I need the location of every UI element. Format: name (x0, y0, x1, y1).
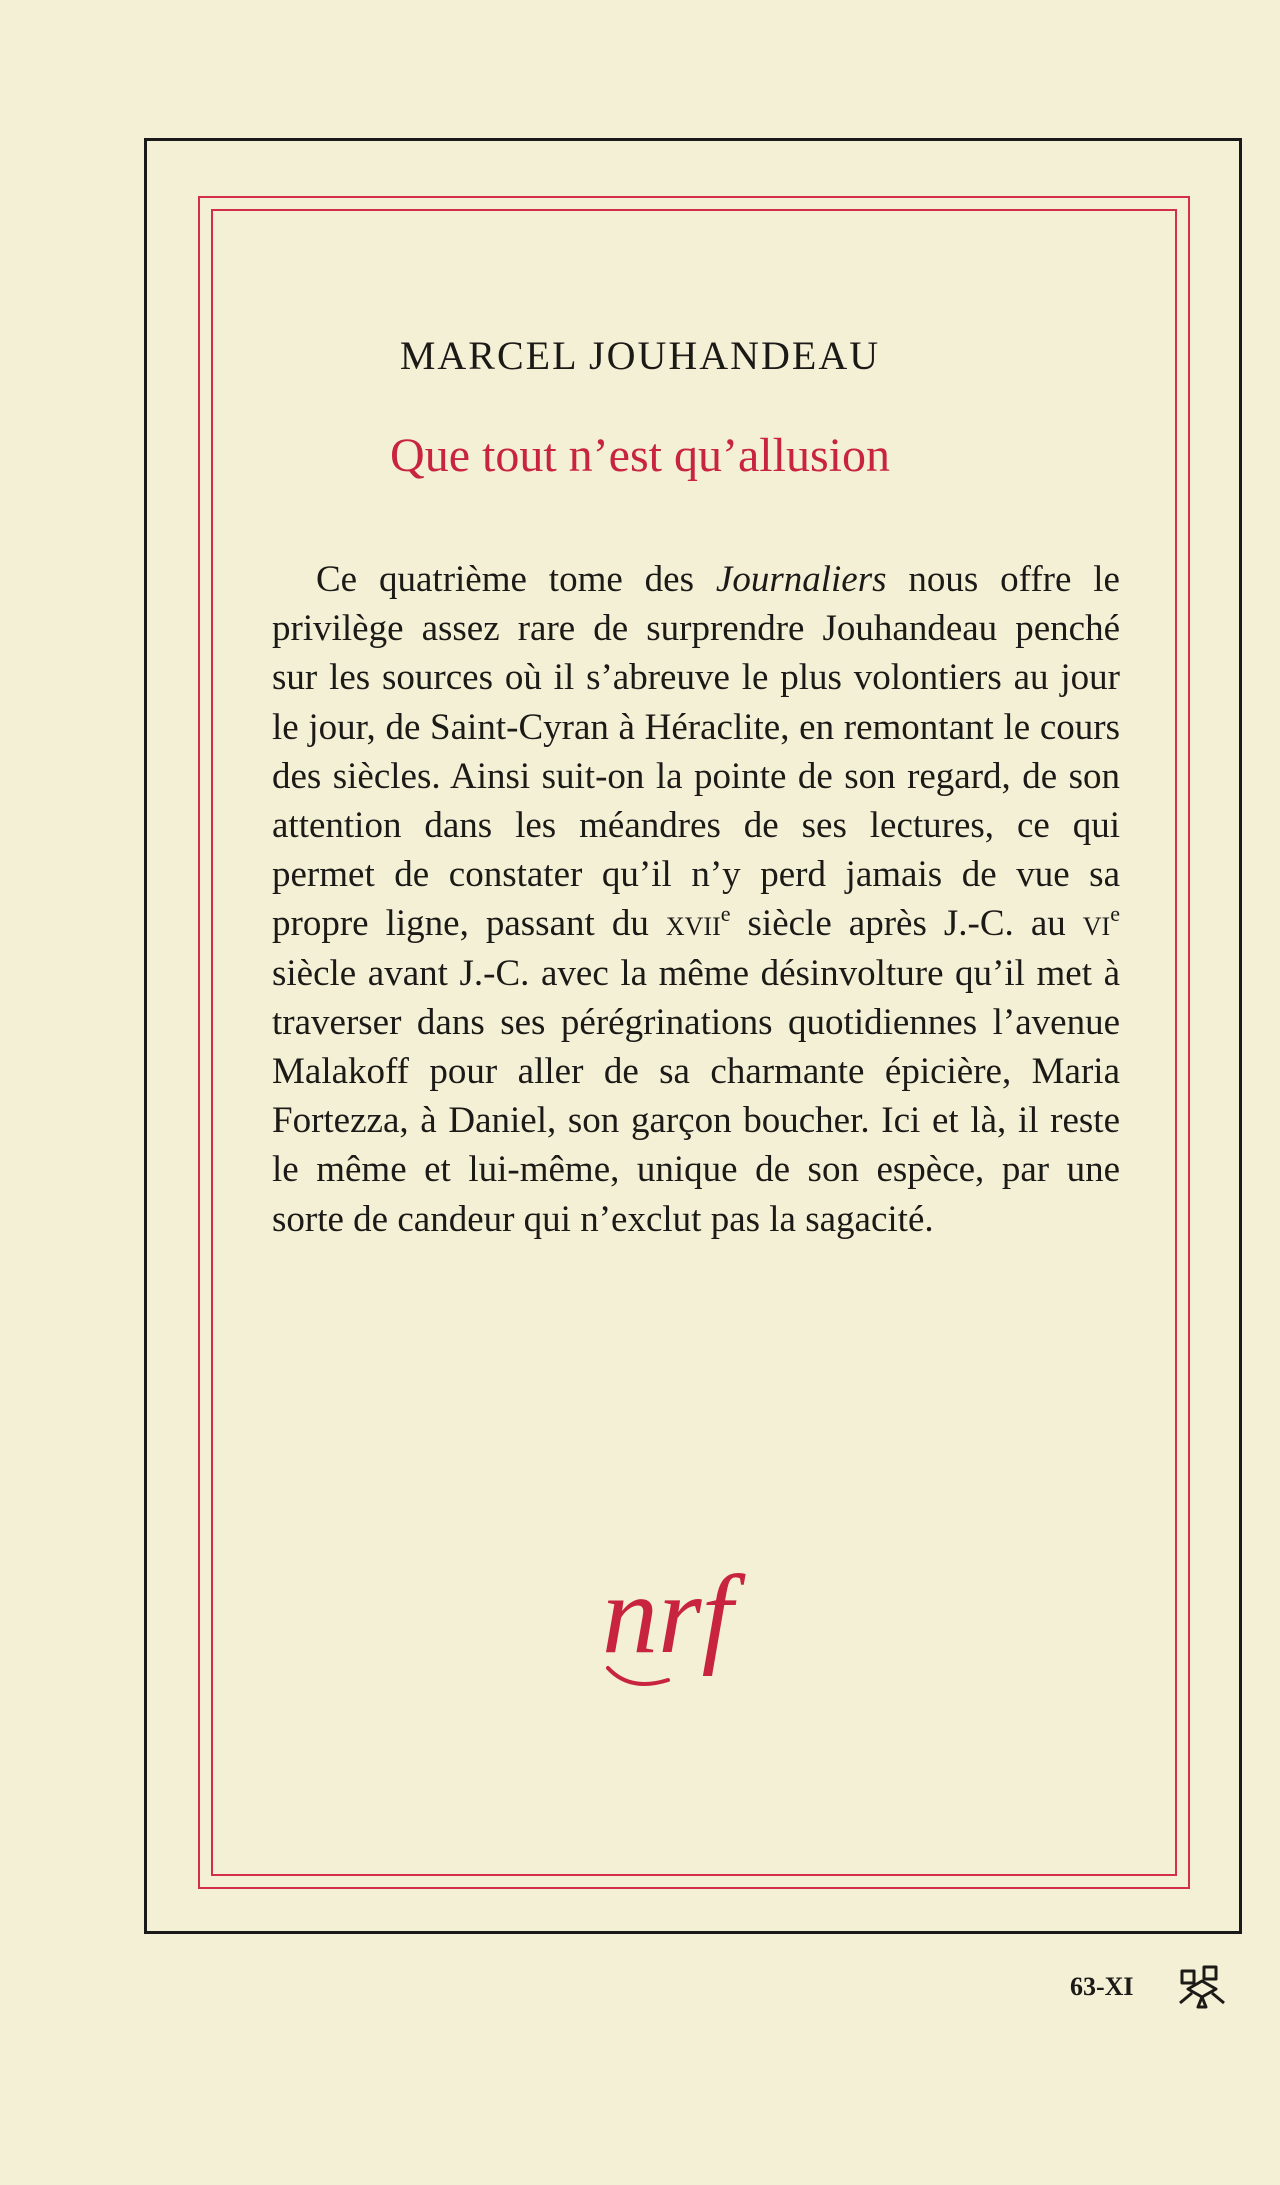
blurb-text-between: siècle après J.-C. au (730, 903, 1083, 945)
publisher-emblem-icon (1174, 1963, 1230, 2011)
century-numeral-2: vi (1082, 903, 1111, 945)
blurb-text-middle: nous offre le privilège assez rare de surprendre Jouhandeau penché sur les sources où il s’abreuve le plus volontiers au jour le jour, de Saint-Cyran à Héraclite, en remontant le cours des siècles. Ainsi suit-on la pointe de son regard, de son attention dans les méandres de ses lectures, ce qui permet de constater qu’il n’y perd jamais de vue sa propre ligne, passant du (272, 559, 1120, 945)
blurb-series-title: Journaliers (715, 559, 887, 600)
book-title: Que tout n’est qu’allusion (390, 429, 890, 482)
century-superscript-1: e (720, 901, 731, 927)
catalog-code: 63-XI (1070, 1972, 1134, 2001)
author-name: MARCEL JOUHANDEAU (399, 333, 881, 378)
century-superscript-2: e (1110, 901, 1120, 927)
blurb-text-end: siècle avant J.-C. avec la même désinvolture qu’il met à traverser dans ses pérégrinations quotidiennes l’avenue Malakoff pour aller de sa charmante épicière, Maria Fortezza, à Daniel, son garçon boucher. Ici et là, il reste le même et lui-même, unique de son espèce, par une sorte de candeur qui n’exclut pas la sagacité. (272, 952, 1120, 1240)
nrf-logo (590, 1540, 790, 1710)
blurb-text-start: Ce quatrième tome des (316, 559, 716, 600)
century-numeral-1: xvii (665, 903, 721, 945)
blurb-paragraph (272, 555, 1120, 1244)
nrf-logo-text: nrf (602, 1553, 733, 1677)
